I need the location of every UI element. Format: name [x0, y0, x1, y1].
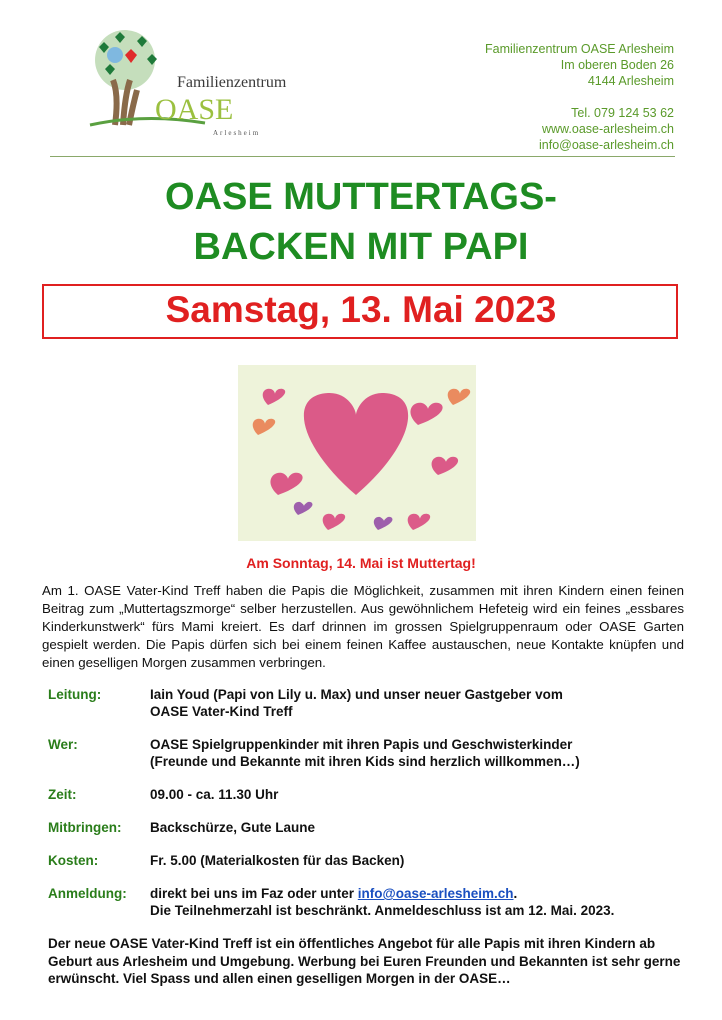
- content-body: [42, 582, 684, 988]
- detail-row-leitung: [48, 686, 684, 720]
- detail-label-leitung: Leitung:: [48, 687, 102, 702]
- contact-block: [485, 41, 674, 153]
- detail-value-leitung: Iain Youd (Papi von Lily u. Max) und unser neuer Gastgeber vom OASE Vater-Kind Treff: [150, 687, 563, 719]
- detail-label-mitbringen: Mitbringen:: [48, 820, 122, 835]
- registration-email-link[interactable]: info@oase-arlesheim.ch: [357, 886, 514, 901]
- detail-value-wer: OASE Spielgruppenkinder mit ihren Papis und Geschwisterkinder (Freunde und Bekannte mit ihren Kids sind herzlich willkommen…): [150, 737, 580, 769]
- detail-row-anmeldung: [48, 885, 684, 919]
- detail-value-kosten: Fr. 5.00 (Materialkosten für das Backen): [150, 853, 405, 868]
- detail-row-mitbringen: [48, 819, 684, 836]
- address-city: 4144 Arlesheim: [587, 74, 674, 88]
- detail-value-mitbringen: Backschürze, Gute Laune: [150, 820, 316, 835]
- mothers-day-note: Am Sonntag, 14. Mai ist Muttertag!: [246, 555, 476, 571]
- hearts-drawing-image: [238, 365, 476, 541]
- detail-label-kosten: Kosten:: [48, 853, 99, 868]
- closing-paragraph: Der neue OASE Vater-Kind Treff ist ein öffentliches Angebot für alle Papis mit ihren Kindern ab Geburt aus Arlesheim und Umgebung. Werbung bei Euren Freunden und Bekannten ist sehr gerne erwünscht. Viel Spass und allen einen geselligen Morgen in der OASE…: [48, 936, 681, 986]
- detail-row-wer: [48, 736, 684, 770]
- detail-label-zeit: Zeit:: [48, 787, 77, 802]
- detail-row-zeit: [48, 786, 684, 803]
- svg-text:Familienzentrum: Familienzentrum: [177, 74, 287, 91]
- svg-text:Arlesheim: Arlesheim: [213, 129, 261, 137]
- org-name: Familienzentrum OASE Arlesheim: [485, 42, 674, 56]
- header-divider: [50, 156, 675, 157]
- event-date: Samstag, 13. Mai 2023: [165, 289, 557, 330]
- detail-label-wer: Wer:: [48, 737, 78, 752]
- detail-row-kosten: [48, 852, 684, 869]
- email-link[interactable]: info@oase-arlesheim.ch: [539, 138, 674, 152]
- detail-value-anmeldung: direkt bei uns im Faz oder unter info@oase-arlesheim.ch. Die Teilnehmerzahl ist beschränkt. Anmeldeschluss ist am 12. Mai. 2023.: [150, 886, 615, 918]
- website-link[interactable]: www.oase-arlesheim.ch: [542, 122, 674, 136]
- address-street: Im oberen Boden 26: [560, 58, 674, 72]
- detail-value-zeit: 09.00 - ca. 11.30 Uhr: [150, 787, 279, 802]
- svg-text:OASE: OASE: [155, 93, 234, 126]
- intro-paragraph: Am 1. OASE Vater-Kind Treff haben die Papis die Möglichkeit, zusammen mit ihren Kindern einen feinen Beitrag zum „Muttertagszmorge“ selber herzustellen. Aus gewöhnlichem Hefeteig wird ein feines „essbares Kinderkunstwerk“ fürs Mami kreiert. Es darf drinnen im grossen Spielgruppenraum oder OASE Garten gespielt werden. Die Papis dürfen sich bei einem feinen Kaffee austauschen, neue Kontakte knüpfen und einen geselligen Morgen zusammen verbringen.: [42, 583, 684, 670]
- page-title: OASE MUTTERTAGS- BACKEN MIT PAPI: [165, 176, 557, 268]
- oase-logo: [85, 25, 305, 140]
- detail-label-anmeldung: Anmeldung:: [48, 886, 127, 901]
- phone: Tel. 079 124 53 62: [571, 106, 674, 120]
